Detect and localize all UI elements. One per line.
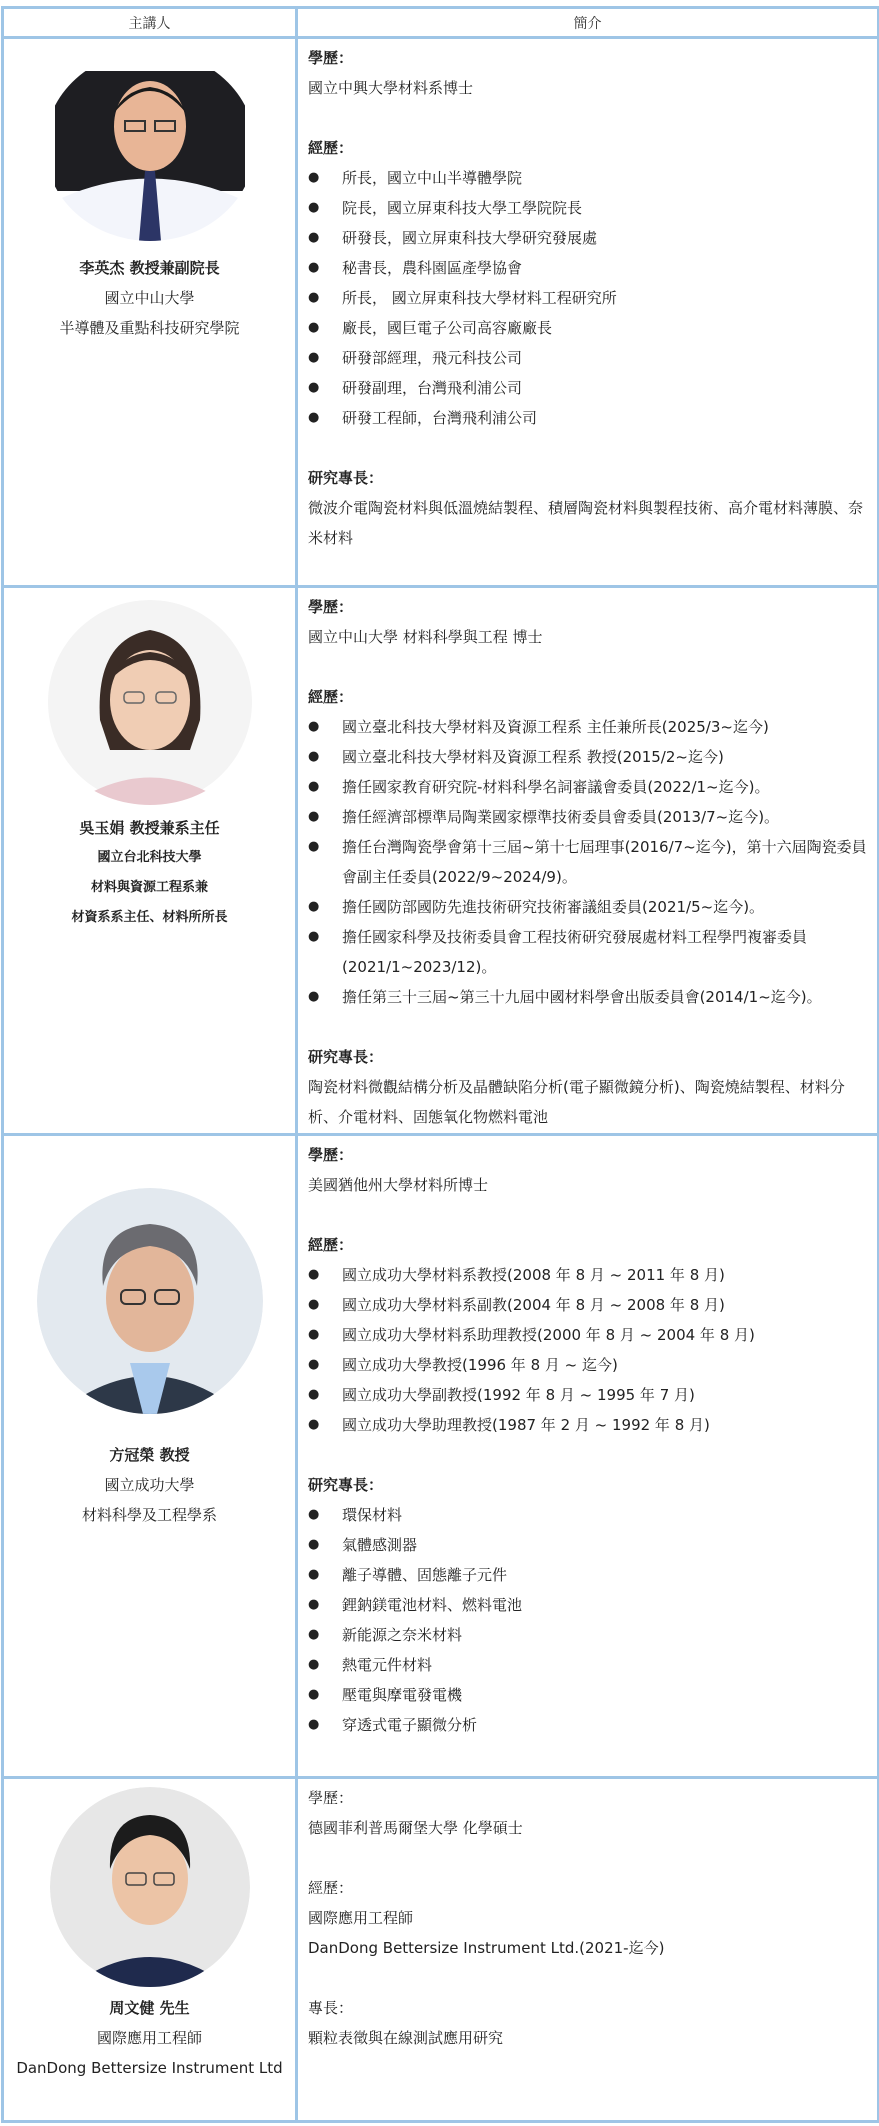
bullet-icon: ● (308, 170, 320, 185)
intro-cell (297, 1778, 879, 2122)
list-item: ● 國立成功大學材料系教授(2008 年 8 月 ~ 2011 年 8 月) (308, 1260, 869, 1290)
bullet-icon: ● (308, 1597, 320, 1612)
bullet-icon: ● (308, 779, 320, 794)
list-item: ● 國立成功大學材料系助理教授(2000 年 8 月 ~ 2004 年 8 月) (308, 1320, 869, 1350)
list-item: ● 氣體感測器 (308, 1530, 869, 1560)
bullet-icon: ● (308, 260, 320, 275)
list-item: ● 國立成功大學助理教授(1987 年 2 月 ~ 1992 年 8 月) (308, 1410, 869, 1440)
list-item: ● 研發部經理，飛元科技公司 (308, 343, 869, 373)
bullet-icon: ● (308, 1267, 320, 1282)
experience-text: DanDong Bettersize Instrument Ltd.(2021-迄今) (308, 1939, 665, 1957)
bullet-icon: ● (308, 989, 320, 1004)
list-item: ● 壓電與摩電發電機 (308, 1680, 869, 1710)
bullet-icon: ● (308, 749, 320, 764)
speaker-affiliation: 國際應用工程師 (96, 2029, 202, 2047)
list-item: ● 熱電元件材料 (308, 1650, 869, 1680)
header-intro: 簡介 (297, 8, 879, 38)
bullet-icon: ● (308, 350, 320, 365)
bullet-icon: ● (308, 1537, 320, 1552)
speaker-photo-3 (37, 1188, 263, 1414)
table-row (3, 1135, 879, 1778)
table-row (3, 38, 879, 587)
list-item: ● 所長，國立中山半導體學院 (308, 163, 869, 193)
speaker-cell (3, 1135, 297, 1778)
experience-title: 經歷： (308, 1236, 354, 1254)
bullet-icon: ● (308, 410, 320, 425)
specialty-text: 微波介電陶瓷材料與低溫燒結製程、積層陶瓷材料與製程技術、高介電材料薄膜、奈米材料 (308, 499, 864, 547)
bullet-icon: ● (308, 719, 320, 734)
list-item: ● 環保材料 (308, 1500, 869, 1530)
list-item: ● 研發長，國立屏東科技大學研究發展處 (308, 223, 869, 253)
list-item: ● 研發工程師，台灣飛利浦公司 (308, 403, 869, 433)
speaker-name: 周文健 先生 (109, 1999, 190, 2017)
list-item: ● 離子導體、固態離子元件 (308, 1560, 869, 1590)
speaker-affiliation: 材料與資源工程系兼 (90, 880, 208, 895)
specialty-list (308, 1500, 869, 1740)
bullet-icon: ● (308, 1327, 320, 1342)
bullet-icon: ● (308, 1717, 320, 1732)
specialty-text: 顆粒表徵與在線測試應用研究 (308, 2029, 504, 2047)
list-item: ● 穿透式電子顯微分析 (308, 1710, 869, 1740)
speaker-affiliation: 材料科學及工程學系 (81, 1506, 217, 1524)
education-title: 學歷： (308, 1146, 354, 1164)
speaker-cell (3, 38, 297, 587)
table-header-row (3, 8, 879, 38)
education-title: 學歷： (308, 49, 354, 67)
list-item: ● 研發副理，台灣飛利浦公司 (308, 373, 869, 403)
list-item: ● 新能源之奈米材料 (308, 1620, 869, 1650)
table-row (3, 587, 879, 1135)
speaker-affiliation: DanDong Bettersize Instrument Ltd (16, 2059, 283, 2077)
list-item: ● 秘書長，農科園區產學協會 (308, 253, 869, 283)
specialty-title: 專長： (308, 1999, 354, 2017)
list-item: ● 廠長，國巨電子公司高容廠廠長 (308, 313, 869, 343)
bullet-icon: ● (308, 1567, 320, 1582)
speaker-photo-1 (45, 51, 255, 241)
list-item: ● 國立臺北科技大學材料及資源工程系 主任兼所長(2025/3~迄今) (308, 712, 869, 742)
education-text: 國立中興大學材料系博士 (308, 79, 474, 97)
speaker-photo-2 (40, 600, 260, 805)
intro-cell (297, 587, 879, 1135)
specialty-title: 研究專長： (308, 1476, 384, 1494)
speaker-cell (3, 587, 297, 1135)
speaker-affiliation: 國立成功大學 (104, 1476, 195, 1494)
specialty-text: 陶瓷材料微觀結構分析及晶體缺陷分析(電子顯微鏡分析)、陶瓷燒結製程、材料分析、介電材料、固態氧化物燃料電池 (308, 1078, 845, 1126)
list-item: ● 國立成功大學材料系副教(2004 年 8 月 ~ 2008 年 8 月) (308, 1290, 869, 1320)
experience-list (308, 163, 869, 433)
bullet-icon: ● (308, 1357, 320, 1372)
education-text: 國立中山大學 材料科學與工程 博士 (308, 628, 543, 646)
specialty-title: 研究專長： (308, 469, 384, 487)
list-item: ● 國立臺北科技大學材料及資源工程系 教授(2015/2~迄今) (308, 742, 869, 772)
intro-cell (297, 38, 879, 587)
speaker-affiliation: 材資系系主任、材料所所長 (71, 910, 228, 925)
speaker-table (1, 6, 879, 2123)
bullet-icon: ● (308, 809, 320, 824)
bullet-icon: ● (308, 1627, 320, 1642)
speaker-name: 李英杰 教授兼副院長 (79, 259, 220, 277)
speaker-name: 方冠榮 教授 (109, 1446, 190, 1464)
intro-cell (297, 1135, 879, 1778)
table-row (3, 1778, 879, 2122)
experience-text: 國際應用工程師 (308, 1909, 414, 1927)
experience-title: 經歷： (308, 1879, 354, 1897)
list-item: ● 國立成功大學教授(1996 年 8 月 ~ 迄今) (308, 1350, 869, 1380)
education-text: 德國菲利普馬爾堡大學 化學碩士 (308, 1819, 523, 1837)
experience-title: 經歷： (308, 139, 354, 157)
bullet-icon: ● (308, 1297, 320, 1312)
speaker-affiliation: 國立台北科技大學 (97, 850, 202, 865)
experience-list (308, 712, 869, 1012)
bullet-icon: ● (308, 1657, 320, 1672)
bullet-icon: ● (308, 230, 320, 245)
list-item: ● 鋰鈉鎂電池材料、燃料電池 (308, 1590, 869, 1620)
speaker-cell (3, 1778, 297, 2122)
experience-list (308, 1260, 869, 1440)
experience-title: 經歷： (308, 688, 354, 706)
bullet-icon: ● (308, 1687, 320, 1702)
bullet-icon: ● (308, 899, 320, 914)
bullet-icon: ● (308, 290, 320, 305)
bullet-icon: ● (308, 200, 320, 215)
list-item: ● 國立成功大學副教授(1992 年 8 月 ~ 1995 年 7 月) (308, 1380, 869, 1410)
speaker-photo-4 (50, 1787, 250, 1987)
speaker-affiliation: 半導體及重點科技研究學院 (59, 319, 240, 337)
list-item: ● 院長，國立屏東科技大學工學院院長 (308, 193, 869, 223)
list-item: ● 擔任台灣陶瓷學會第十三屆~第十七屆理事(2016/7~迄今)，第十六屆陶瓷委員會副主任委員(2022/9~2024/9)。 (308, 832, 869, 892)
speaker-affiliation: 國立中山大學 (104, 289, 195, 307)
speaker-name: 吳玉娟 教授兼系主任 (79, 819, 220, 837)
list-item: ● 擔任國防部國防先進技術研究技術審議組委員(2021/5~迄今)。 (308, 892, 869, 922)
list-item: ● 擔任經濟部標準局陶業國家標準技術委員會委員(2013/7~迄今)。 (308, 802, 869, 832)
list-item: ● 所長， 國立屏東科技大學材料工程研究所 (308, 283, 869, 313)
bullet-icon: ● (308, 929, 320, 944)
list-item: ● 擔任國家科學及技術委員會工程技術研究發展處材料工程學門複審委員(2021/1~2023/12)。 (308, 922, 869, 982)
education-title: 學歷： (308, 598, 354, 616)
list-item: ● 擔任國家教育研究院-材料科學名詞審議會委員(2022/1~迄今)。 (308, 772, 869, 802)
list-item: ● 擔任第三十三屆~第三十九屆中國材料學會出版委員會(2014/1~迄今)。 (308, 982, 869, 1012)
header-speaker: 主講人 (3, 8, 297, 38)
bullet-icon: ● (308, 1417, 320, 1432)
bullet-icon: ● (308, 320, 320, 335)
bullet-icon: ● (308, 380, 320, 395)
bullet-icon: ● (308, 1507, 320, 1522)
bullet-icon: ● (308, 839, 320, 854)
education-title: 學歷： (308, 1789, 354, 1807)
bullet-icon: ● (308, 1387, 320, 1402)
specialty-title: 研究專長： (308, 1048, 384, 1066)
education-text: 美國猶他州大學材料所博士 (308, 1176, 489, 1194)
